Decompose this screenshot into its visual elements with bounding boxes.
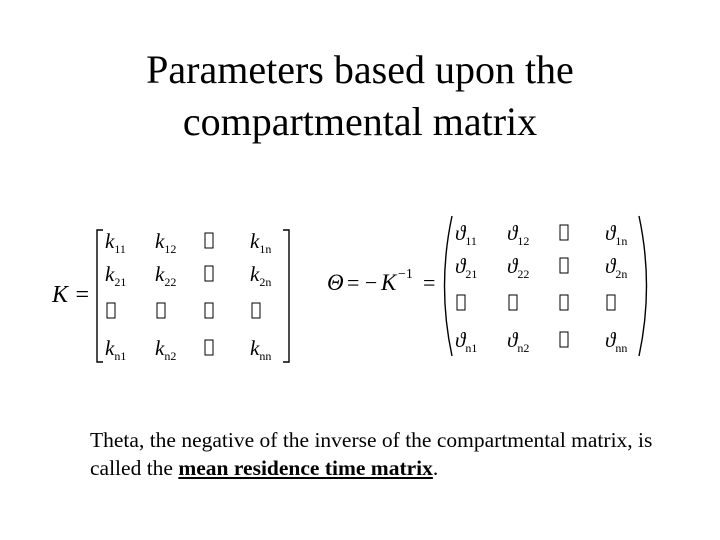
theta-symbol: Θ [327,270,344,295]
k-matrix-placeholder-box [107,303,115,318]
k-matrix-cell-nn [250,336,271,363]
theta-matrix-cell-symbol: ϑ [507,221,518,245]
theta-matrix-cell-subscript: 2n [615,267,628,281]
k-matrix-cell-2n [250,262,271,289]
k-matrix-cell-21 [105,262,126,289]
k-matrix-cell-subscript: n2 [164,349,177,363]
k-matrix-placeholder-box [157,303,165,318]
theta-matrix-cell-2n [605,254,627,281]
theta-matrix-cell-11 [455,221,477,248]
k-matrix-cell-1n [250,229,271,256]
theta-matrix-cell-n2 [507,328,529,355]
theta-matrix-placeholder-box [509,295,517,310]
theta-matrix-cell-symbol: ϑ [455,328,466,352]
theta-matrix-cell-subscript: 21 [465,267,478,281]
k-matrix-cell-subscript: 2n [259,275,272,289]
k-matrix-cell-symbol: k [155,229,165,253]
k-matrix-cell-symbol: k [105,262,115,286]
theta-matrix-cell-symbol: ϑ [455,254,466,278]
k-matrix-left-bracket [97,230,103,362]
theta-matrix-cell-subscript: 1n [615,234,628,248]
theta-matrix-left-paren [445,216,453,356]
k-matrix-cell-subscript: 11 [114,242,126,256]
k-matrix-cell-symbol: k [105,229,115,253]
caption-emphasis: mean residence time matrix [178,456,433,480]
theta-k-symbol: K [381,270,397,295]
theta-matrix-placeholder-box [560,225,568,240]
theta-matrix-cell-symbol: ϑ [605,221,616,245]
theta-matrix-cell-12 [507,221,529,248]
k-matrix-placeholder-box [205,303,213,318]
k-matrix-cell-subscript: 12 [164,242,177,256]
theta-matrix-placeholder-box [560,295,568,310]
caption-end: . [432,456,439,480]
theta-matrix-cell-22 [507,254,529,281]
k-matrix-cells [105,229,271,363]
k-matrix-cell-22 [155,262,176,289]
k-matrix-placeholder-box [205,233,213,248]
title-line-1: Parameters based upon the [146,47,574,92]
k-matrix-placeholder-box [205,340,213,355]
k-matrix-cell-subscript: nn [259,349,272,363]
theta-matrix-cell-subscript: 11 [465,234,477,248]
theta-matrix-cell-symbol: ϑ [507,328,518,352]
theta-matrix-cell-subscript: nn [615,341,628,355]
k-matrix-cell-symbol: k [250,262,260,286]
k-matrix-cell-subscript: 1n [259,242,272,256]
k-matrix-cell-subscript: n1 [114,349,127,363]
theta-matrix-placeholder-box [457,295,465,310]
theta-matrix-placeholder-box [607,295,615,310]
theta-matrix-cell-symbol: ϑ [605,254,616,278]
theta-k-exponent: −1 [398,267,413,282]
theta-matrix-cell-n1 [455,328,477,355]
theta-equals: = [423,270,436,295]
theta-matrix-cells [455,221,627,355]
k-matrix-lhs: K = [52,282,91,308]
theta-matrix-right-paren [639,216,647,356]
k-matrix-placeholder-box [205,266,213,281]
k-matrix-cell-symbol: k [250,229,260,253]
k-matrix-cell-12 [155,229,176,256]
k-matrix-cell-n2 [155,336,176,363]
title-line-2: compartmental matrix [182,99,538,144]
k-matrix-cell-subscript: 22 [164,275,177,289]
k-matrix-placeholder-box [252,303,260,318]
theta-matrix-cell-1n [605,221,627,248]
k-matrix-right-bracket [283,230,289,362]
theta-matrix-cell-symbol: ϑ [455,221,466,245]
theta-equals-minus: = − [347,270,378,295]
theta-matrix-cell-symbol: ϑ [605,328,616,352]
theta-matrix-cell-subscript: 12 [517,234,530,248]
theta-matrix-cell-symbol: ϑ [507,254,518,278]
k-matrix-cell-11 [105,229,126,256]
caption [90,426,670,482]
theta-matrix-cell-subscript: 22 [517,267,530,281]
k-matrix-cell-subscript: 21 [114,275,127,289]
theta-matrix-placeholder-box [560,258,568,273]
caption-text: Theta, the negative of the inverse of the compartmental matrix, is called the [90,428,653,480]
k-matrix-cell-symbol: k [250,336,260,360]
theta-matrix-cell-21 [455,254,477,281]
k-matrix-cell-symbol: k [105,336,115,360]
k-matrix-cell-symbol: k [155,336,165,360]
theta-matrix-cell-nn [605,328,627,355]
k-matrix-cell-n1 [105,336,126,363]
theta-matrix-cell-subscript: n1 [465,341,478,355]
theta-matrix-cell-subscript: n2 [517,341,530,355]
k-matrix-cell-symbol: k [155,262,165,286]
theta-matrix-placeholder-box [560,332,568,347]
